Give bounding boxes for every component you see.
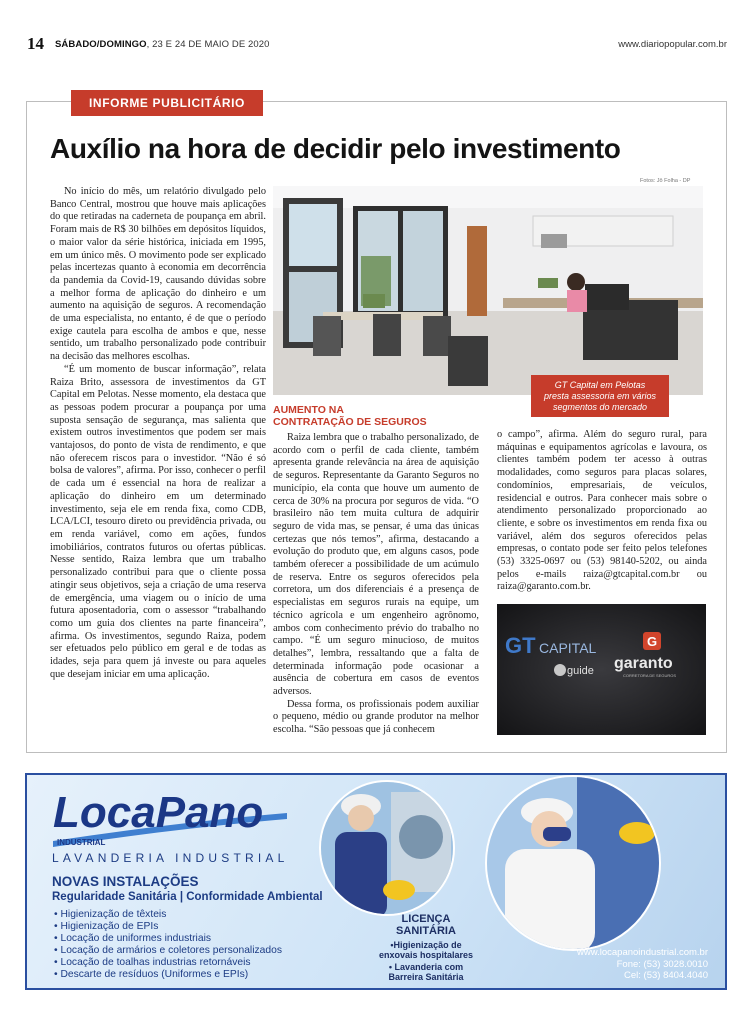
ad-phone: Fone: (53) 3028.0010 bbox=[616, 958, 708, 970]
ad-cellphone: Cel: (53) 8404.4040 bbox=[624, 970, 708, 981]
paragraph: o campo”, afirma. Além do seguro rural, para máquinas e equipamentos agrícolas e lavoura, os clientes também podem ter acesso à outras modalidades, como seguros para placas solares, condomínios, empresariais, de veículos, residencial e outros. Para conhecer mais sobre o atendimento personalizado proporcionado ao cliente, e sobre os investimentos em renda fixa ou variável, além dos seguros oferecidos pelas empresas, o contato pode ser feito pelos telefones (53) 3325-0697 ou (53) 98140-5202, ou ainda pelos e-mails raiza@gtcapital.com.br ou raiza@garanto.com.br. bbox=[497, 429, 707, 593]
licenca-item: enxovais hospitalares bbox=[378, 950, 474, 960]
list-item: • Locação de toalhas industrias retornáveis bbox=[54, 957, 282, 969]
paragraph: Dessa forma, os profissionais podem auxiliar o pequeno, médio ou grande produtor na melhor escolha. “São pessoas que já conhecem bbox=[273, 698, 479, 736]
page-number: 14 bbox=[27, 34, 44, 53]
licenca-title: LICENÇA bbox=[401, 913, 451, 925]
caption-line: GT Capital em Pelotas bbox=[554, 380, 646, 390]
licenca-item: Barreira Sanitária bbox=[388, 972, 464, 982]
lavanderia-label: LAVANDERIA INDUSTRIAL bbox=[52, 851, 289, 865]
article-column-2 bbox=[273, 432, 479, 737]
article-column-1 bbox=[50, 186, 266, 681]
svg-text:G: G bbox=[647, 634, 658, 649]
photo-caption bbox=[531, 375, 669, 417]
regularidade-label: Regularidade Sanitária | Conformidade Ambiental bbox=[52, 891, 323, 903]
licenca-item: •Higienização de bbox=[390, 940, 462, 950]
licenca-sanitaria bbox=[367, 913, 485, 982]
article-column-3 bbox=[497, 429, 707, 594]
issue-date bbox=[55, 39, 270, 50]
list-item: • Higienização de EPIs bbox=[54, 921, 282, 933]
services-list bbox=[54, 909, 282, 980]
list-item: • Higienização de têxteis bbox=[54, 909, 282, 921]
issue-date-text: , 23 E 24 DE MAIO DE 2020 bbox=[146, 39, 270, 50]
page-header bbox=[27, 36, 727, 54]
section-tag: INFORME PUBLICITÁRIO bbox=[71, 90, 263, 116]
ad-contact bbox=[577, 947, 708, 982]
section-subheading bbox=[273, 404, 473, 428]
brand-name: LocaPano bbox=[53, 788, 264, 837]
article-headline: Auxílio na hora de decidir pelo investimento bbox=[50, 133, 621, 164]
photo-credit: Fotos: Jô Folha - DP bbox=[640, 178, 691, 184]
worker-photo-right bbox=[485, 775, 661, 951]
newspaper-website: www.diariopopular.com.br bbox=[618, 39, 727, 50]
paragraph: Raiza lembra que o trabalho personalizado, de acordo com o perfil de cada cliente, também apresenta grande relevância na área de aquisição de seguros. Representante da Garanto Seguros no município, ela conta que houve um aumento de cerca de 30% na procura por seguros de vida. “O brasileiro não tem muita cultura de adquirir seguro de vida mas, se pensar, é uma das únicas certezas que nós temos”, afirma, destacando a evolução do produto que, em alguns casos, pode também oferecer a possibilidade de um acúmulo de reserva. Entre os seguros oferecidos pela corretora, um dos diferenciais é a presença de especialistas em seguros rurais na equipe, um técnico agrícola e um engenheiro agrônomo, ambos com conhecimento prévio do trabalho no campo. “É um seguro minucioso, de muitos detalhes”, lembra, ressaltando que a falta de determinada informação pode ocasionar a ausência de cobertura em casos de eventos adversos. bbox=[273, 432, 479, 698]
worker-photo-left bbox=[319, 780, 455, 916]
list-item: • Descarte de resíduos (Uniformes e EPIs) bbox=[54, 969, 282, 981]
garanto-tagline: CORRETORA DE SEGUROS bbox=[623, 673, 677, 678]
paragraph: “É um momento de buscar informação”, relata Raiza Brito, assessora de investimentos da GT Capital em Pelotas. Nesse momento, ela destaca que as pessoas podem procurar a poupança por uma suposta sensação de segurança, mas salienta que existem outros investimentos que podem ser mais vantajosos, do ponto de vista de rendimento, e que não oferecem riscos para o investidor. “Não é só bolsa de valores”, afirma. Por isso, conhecer o perfil de cada um é essencial na hora de realizar a aplicação do dinheiro em um determinado investimento, seja ele em renda fixa, como CDB, LCA/LCI, tesouro direto ou previdência privada, ou em renda variável, como em ações, fundos imobiliários, contratos futuros ou ofertas públicas. Nesse sentido, Raiza lembra que um trabalho personalizado contribui para que o cliente possa atingir seus objetivos, seja a criação de uma reserva de emergência, uma viagem ou o início de uma futura aposentadoria, com o assessor “trabalhando como um guia dos clientes na parte financeira”, afirma. Os investimentos, segundo Raiza, podem ser efetuados pelo público em geral e de todas as idades, seja para quem já investe ou para aqueles que desejam iniciar em uma aplicação. bbox=[50, 363, 266, 680]
subheading-line: AUMENTO NA bbox=[273, 404, 344, 416]
locapano-advertisement bbox=[25, 773, 727, 990]
logos-wall-illustration bbox=[497, 604, 706, 735]
list-item: • Locação de uniformes industriais bbox=[54, 933, 282, 945]
company-logos-photo bbox=[497, 604, 706, 735]
brand-subtitle: INDUSTRIAL bbox=[57, 838, 106, 847]
list-item: • Locação de armários e coletores personalizados bbox=[54, 945, 282, 957]
caption-line: presta assessoria em vários bbox=[543, 391, 657, 401]
ad-website: www.locapanoindustrial.com.br bbox=[577, 947, 708, 958]
office-illustration bbox=[273, 186, 703, 395]
novas-instalacoes: NOVAS INSTALAÇÕES bbox=[52, 874, 199, 889]
gt-logo-letters: GT bbox=[505, 633, 536, 658]
issue-day: SÁBADO/DOMINGO bbox=[55, 39, 147, 50]
subheading-line: CONTRATAÇÃO DE SEGUROS bbox=[273, 416, 427, 428]
gt-capital-logo: CAPITAL bbox=[539, 640, 597, 656]
licenca-title: SANITÁRIA bbox=[396, 925, 456, 937]
licenca-item: • Lavanderia com bbox=[388, 962, 464, 972]
caption-line: segmentos do mercado bbox=[552, 402, 648, 412]
guide-logo: guide bbox=[567, 665, 594, 677]
garanto-logo: garanto bbox=[614, 655, 673, 672]
locapano-logo bbox=[51, 783, 291, 853]
office-photo bbox=[273, 186, 703, 395]
paragraph: No início do mês, um relatório divulgado pelo Banco Central, mostrou que houve mais aplicações do que retiradas na caderneta de poupança em abril. Foram mais de R$ 30 bilhões em depósitos líquidos, o maior valor da série histórica, iniciada em 1995, em um único mês. O movimento pode ser explicado pelas incertezas quanto à economia em decorrência da pandemia da Covid-19, causando dúvidas sobre a melhor forma de aplicação do dinheiro e um aumento na aquisição de seguros. A recomendação de uma especialista, no entanto, é de que o período exige cautela para escolha de ambos e que, nesse sentido, um trabalho personalizado pode contribuir na decisão das melhores escolhas. bbox=[50, 186, 266, 363]
